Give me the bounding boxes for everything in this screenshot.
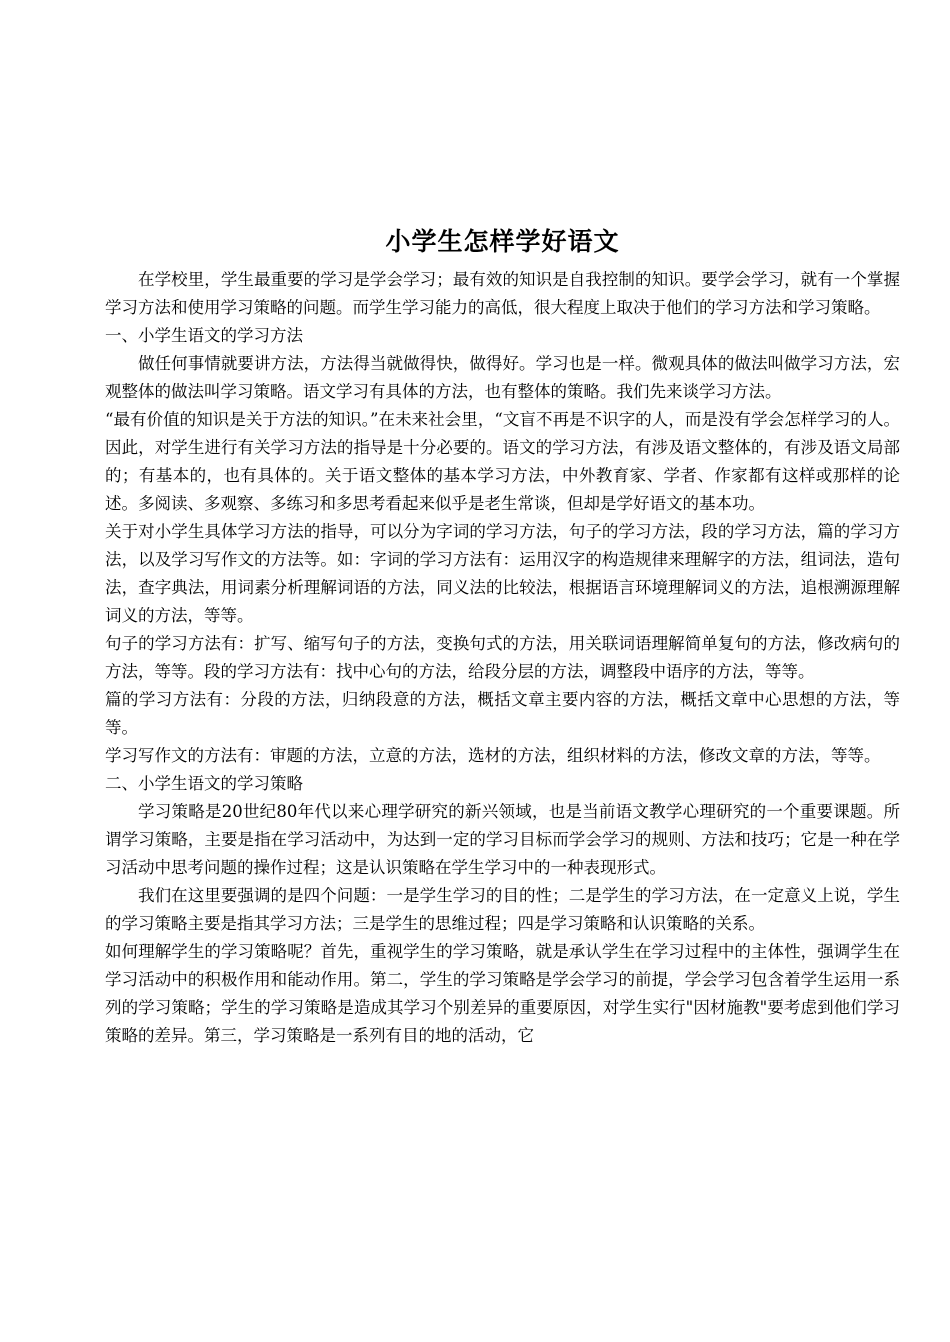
document-title: 小学生怎样学好语文	[385, 227, 620, 256]
paragraph-article-methods: 篇的学习方法有：分段的方法，归纳段意的方法，概括文章主要内容的方法，概括文章中心思想的方法，等等。	[105, 690, 900, 737]
paragraph-methods-intro: 做任何事情就要讲方法，方法得当就做得快，做得好。学习也是一样。微观具体的做法叫做学习方法，宏观整体的做法叫学习策略。语文学习有具体的方法，也有整体的策略。我们先来谈学习方法。	[105, 354, 900, 401]
section-heading-2: 二、小学生语文的学习策略	[105, 774, 303, 793]
paragraph-intro: 在学校里，学生最重要的学习是学会学习；最有效的知识是自我控制的知识。要学会学习，就有一个掌握学习方法和使用学习策略的问题。而学生学习能力的高低，很大程度上取决于他们的学习方法和学习策略。	[105, 270, 900, 317]
paragraph-strategy-definition: 学习策略是20世纪80年代以来心理学研究的新兴领域，也是当前语文教学心理研究的一个重要课题。所谓学习策略，主要是指在学习活动中，为达到一定的学习目标而学会学习的规则、方法和技巧；它是一种在学习活动中思考问题的操作过程；这是认识策略在学生学习中的一种表现形式。	[105, 802, 900, 877]
paragraph-strategy-understanding: 如何理解学生的学习策略呢？首先，重视学生的学习策略，就是承认学生在学习过程中的主体性，强调学生在学习活动中的积极作用和能动作用。第二，学生的学习策略是学会学习的前提，学会学习包含着学生运用一系列的学习策略；学生的学习策略是造成其学习个别差异的重要原因，对学生实行"因材施教"要考虑到他们学习策略的差异。第三，学习策略是一系列有目的地的活动，它	[105, 942, 900, 1045]
section-heading-1: 一、小学生语文的学习方法	[105, 326, 303, 345]
paragraph-sentence-methods: 句子的学习方法有：扩写、缩写句子的方法，变换句式的方法，用关联词语理解简单复句的方法，修改病句的方法，等等。段的学习方法有：找中心句的方法，给段分层的方法，调整段中语序的方法，等等。	[105, 634, 900, 681]
paragraph-methods-guidance: 关于对小学生具体学习方法的指导，可以分为字词的学习方法，句子的学习方法，段的学习方法，篇的学习方法，以及学习写作文的方法等。如：字词的学习方法有：运用汉字的构造规律来理解字的方法，组词法，造句法，查字典法，用词素分析理解词语的方法，同义法的比较法，根据语言环境理解词义的方法，追根溯源理解词义的方法，等等。	[105, 522, 900, 625]
paragraph-methods-value: “最有价值的知识是关于方法的知识。”在未来社会里，“文盲不再是不识字的人，而是没有学会怎样学习的人。因此，对学生进行有关学习方法的指导是十分必要的。语文的学习方法，有涉及语文整体的，有涉及语文局部的；有基本的，也有具体的。关于语文整体的基本学习方法，中外教育家、学者、作家都有这样或那样的论述。多阅读、多观察、多练习和多思考看起来似乎是老生常谈，但却是学好语文的基本功。	[105, 410, 900, 513]
paragraph-writing-methods: 学习写作文的方法有：审题的方法，立意的方法，选材的方法，组织材料的方法，修改文章的方法，等等。	[105, 746, 881, 765]
paragraph-strategy-issues: 我们在这里要强调的是四个问题：一是学生学习的目的性；二是学生的学习方法，在一定意义上说，学生的学习策略主要是指其学习方法；三是学生的思维过程；四是学习策略和认识策略的关系。	[105, 886, 900, 933]
document-page	[105, 222, 900, 1050]
